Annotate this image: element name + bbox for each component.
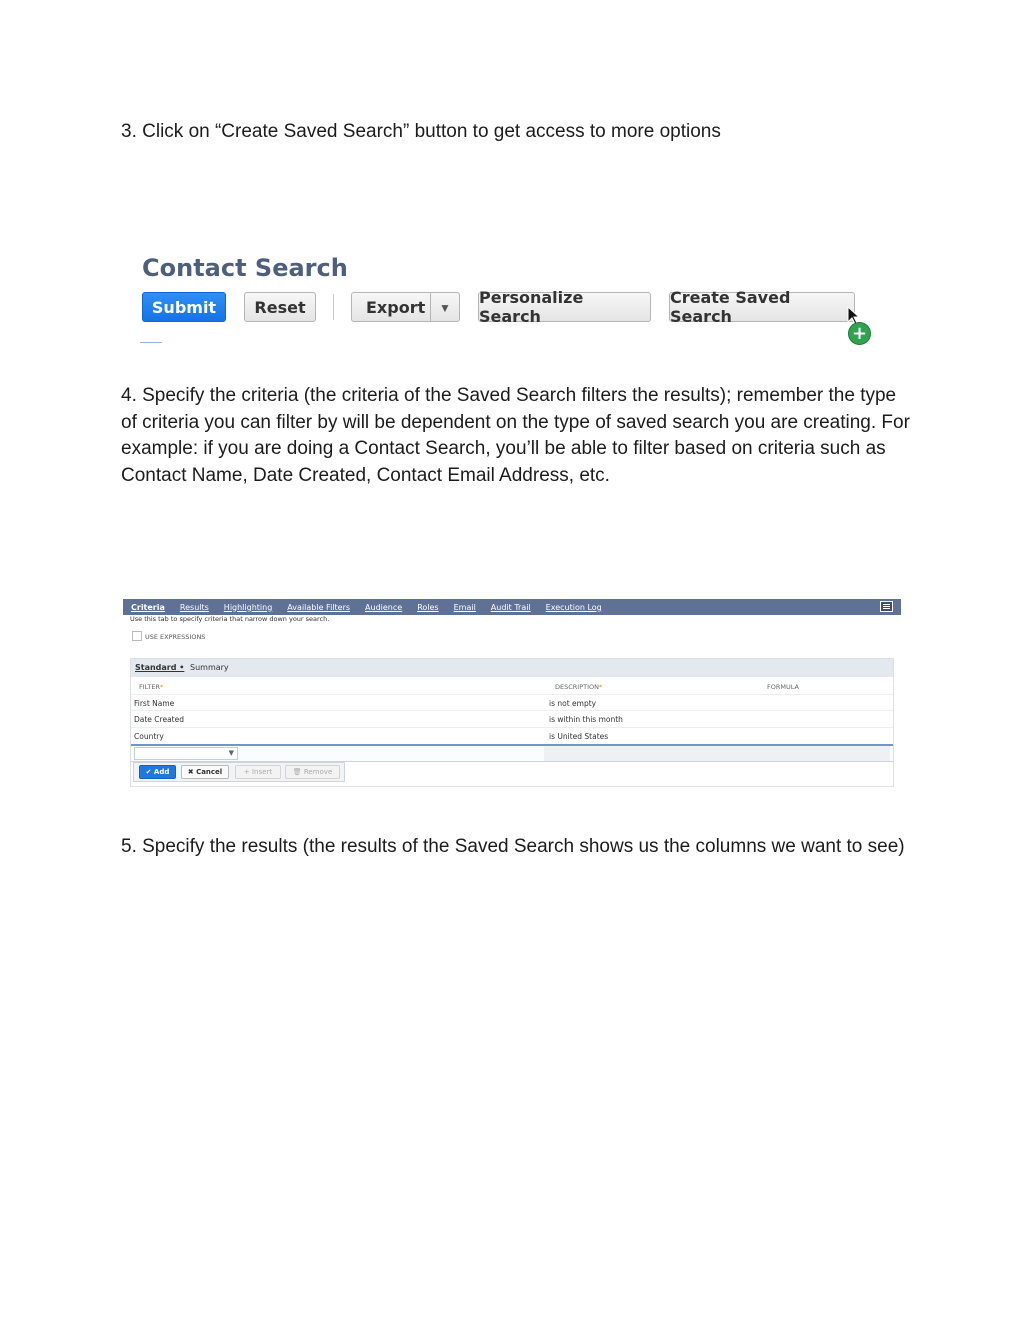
chevron-down-icon[interactable]: ▼ [439,301,451,315]
menu-icon[interactable] [880,601,893,612]
tab-bar [123,599,901,615]
export-split-divider [430,293,431,321]
toolbar-divider [333,294,334,320]
create-saved-search-button[interactable]: Create Saved Search [669,292,855,322]
criteria-panel-screenshot [123,599,901,791]
tab-execution-log[interactable]: Execution Log [545,602,602,612]
description-cell: is United States [549,732,609,741]
criteria-table [130,658,894,787]
filter-cell: Country [134,732,164,741]
filter-cell: Date Created [134,715,184,724]
contact-search-screenshot [136,252,876,352]
reset-button[interactable]: Reset [244,292,316,322]
tab-results[interactable]: Results [179,602,209,612]
tab-criteria[interactable]: Criteria [131,602,165,612]
plus-icon: + [848,322,871,345]
table-row[interactable] [131,727,893,744]
step-5-text: 5. Specify the results (the results of the Saved Search shows us the columns we want to see) [121,836,905,857]
remove-button[interactable]: 🗑 Remove [285,765,340,779]
insert-button[interactable]: + Insert [235,765,281,779]
divider [140,342,162,343]
new-criteria-row[interactable] [131,744,893,762]
subtab-bar [131,659,893,677]
personalize-search-button[interactable]: Personalize Search [478,292,651,322]
filter-select[interactable] [134,747,238,760]
use-expressions-label: USE EXPRESSIONS [145,633,206,641]
step-3-text: 3. Click on “Create Saved Search” button to get access to more options [121,121,721,142]
description-cell-empty[interactable] [544,746,890,761]
tab-email[interactable]: Email [453,602,476,612]
tab-audit-trail[interactable]: Audit Trail [490,602,531,612]
contact-search-title: Contact Search [142,254,348,282]
tab-highlighting[interactable]: Highlighting [223,602,273,612]
description-cell: is within this month [549,715,623,724]
table-row[interactable] [131,694,893,711]
column-header-filter: FILTER* [139,683,164,691]
chevron-down-icon: ▼ [228,749,234,757]
description-cell: is not empty [549,699,597,708]
use-expressions-checkbox[interactable] [132,631,142,641]
subtab-standard[interactable]: Standard • [135,663,185,672]
tab-roles[interactable]: Roles [417,602,439,612]
criteria-hint: Use this tab to specify criteria that narrow down your search. [130,615,330,623]
step-4-text: 4. Specify the criteria (the criteria of the Saved Search filters the results); remember the type of criteria you can filter by will be dependent on the type of saved search you are creating. For example: if you are doing a Contact Search, you’ll be able to filter based on criteria such as Contact Name, Date Created, Contact Email Address, etc. [121,385,910,486]
tab-available-filters[interactable]: Available Filters [287,602,351,612]
column-header-formula: FORMULA [767,683,799,691]
submit-button[interactable]: Submit [142,292,226,322]
row-action-bar [133,762,345,782]
cancel-button[interactable]: ✖ Cancel [181,765,229,779]
export-label: Export [366,297,426,317]
tab-audience[interactable]: Audience [365,602,403,612]
add-button[interactable]: ✔ Add [139,765,176,779]
table-row[interactable] [131,710,893,727]
filter-cell: First Name [134,699,175,708]
subtab-summary[interactable]: Summary [190,663,229,672]
column-header-description: DESCRIPTION* [555,683,603,691]
